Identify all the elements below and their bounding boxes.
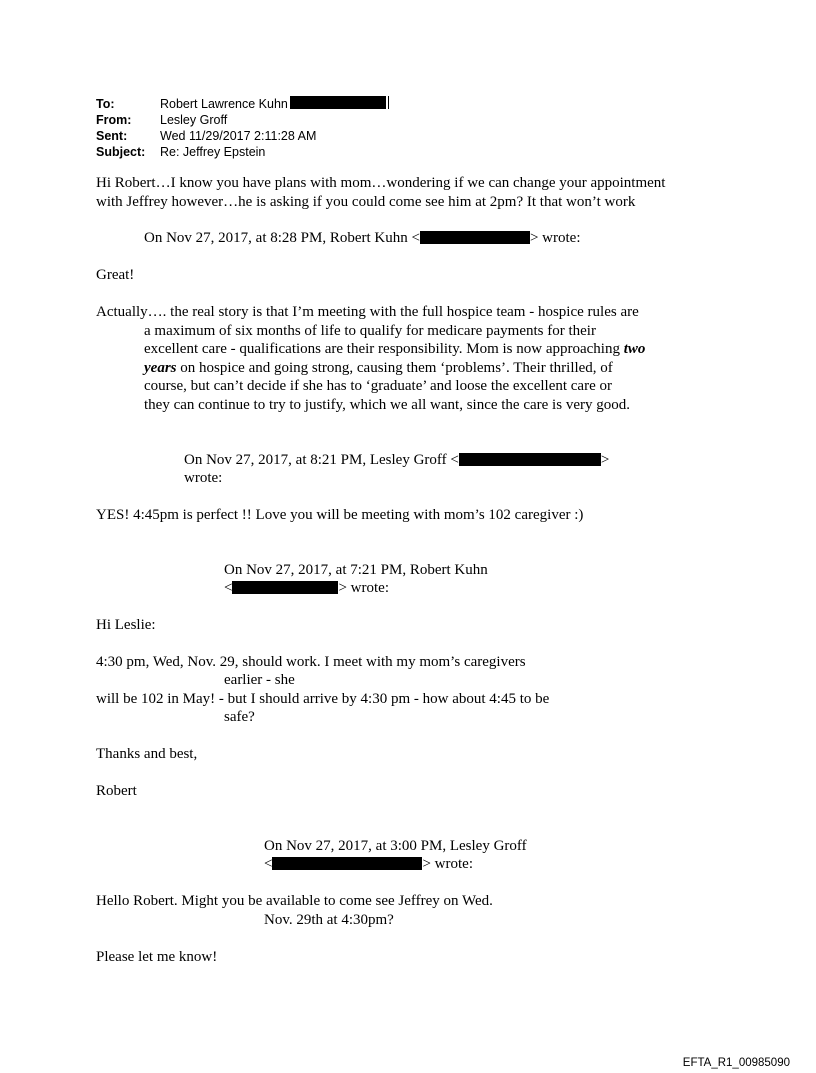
to-row	[96, 96, 389, 112]
quote1-line-3-text: excellent care - qualifications are their responsibility. Mom is now approaching	[144, 341, 624, 357]
quote3-line-4: safe?	[224, 709, 255, 725]
quote2-attribution-pre: On Nov 27, 2017, at 8:21 PM, Lesley Groff <	[184, 452, 459, 468]
quote3-line-2: earlier - she	[224, 672, 295, 688]
email-header	[96, 96, 389, 160]
quote3-closing: Thanks and best,	[96, 746, 198, 762]
redaction-bar	[272, 857, 422, 870]
from-label: From:	[96, 113, 132, 127]
quote1-line-3	[144, 340, 645, 359]
quote2-attribution-post: >	[600, 452, 610, 468]
quote1-line-2: a maximum of six months of life to qualify for medicare payments for their	[144, 323, 596, 339]
to-value: Robert Lawrence Kuhn	[160, 97, 288, 111]
quote1-attribution-pre: On Nov 27, 2017, at 8:28 PM, Robert Kuhn <	[144, 230, 420, 246]
quote1-line-6: they can continue to try to justify, which we all want, since the care is very good.	[144, 397, 630, 413]
quote2-attribution	[184, 451, 609, 470]
quote2-body: YES! 4:45pm is perfect !! Love you will be meeting with mom’s 102 caregiver :)	[96, 507, 584, 523]
quote3-line-3: will be 102 in May! - but I should arrive by 4:30 pm - how about 4:45 to be	[96, 691, 550, 707]
quote4-attribution-open: <	[264, 856, 273, 872]
subject-value: Re: Jeffrey Epstein	[160, 145, 266, 159]
quote3-greeting: Hi Leslie:	[96, 617, 156, 633]
quote4-attribution-close: > wrote:	[422, 856, 473, 872]
from-value: Lesley Groff	[160, 113, 228, 127]
quote4-attribution-line-2	[264, 855, 473, 874]
from-row	[96, 112, 389, 128]
sent-row	[96, 128, 389, 144]
quote1-line-4-text: on hospice and going strong, causing them ‘problems’. Their thrilled, of	[176, 360, 613, 376]
quote3-signature: Robert	[96, 783, 137, 799]
subject-row	[96, 144, 389, 160]
document-id: EFTA_R1_00985090	[682, 1057, 790, 1069]
redaction-bar	[420, 231, 530, 244]
to-label: To:	[96, 97, 115, 111]
quote1-line-4	[144, 359, 613, 378]
quote4-closing: Please let me know!	[96, 949, 218, 965]
intro-line-2: with Jeffrey however…he is asking if you could come see him at 2pm? It that won’t work	[96, 194, 636, 210]
quote4-line-1: Hello Robert. Might you be available to come see Jeffrey on Wed.	[96, 893, 493, 909]
quote1-line-1: Actually…. the real story is that I’m meeting with the full hospice team - hospice rules are	[96, 304, 639, 320]
quote2-attribution-line-2: wrote:	[184, 470, 223, 486]
quote3-attribution: On Nov 27, 2017, at 7:21 PM, Robert Kuhn	[224, 562, 488, 578]
quote1-attribution	[144, 229, 581, 248]
quote3-attribution-open: <	[224, 580, 233, 596]
quote1-emphasis-two: two	[623, 341, 646, 357]
quote4-line-2: Nov. 29th at 4:30pm?	[264, 912, 394, 928]
quote3-line-1: 4:30 pm, Wed, Nov. 29, should work. I meet with my mom’s caregivers	[96, 654, 526, 670]
quote1-greeting: Great!	[96, 267, 135, 283]
quote4-attribution: On Nov 27, 2017, at 3:00 PM, Lesley Groff	[264, 838, 527, 854]
redaction-bracket	[386, 96, 389, 109]
intro-line-1: Hi Robert…I know you have plans with mom…wondering if we can change your appointment	[96, 175, 666, 191]
quote1-line-5: course, but can’t decide if she has to ‘graduate’ and loose the excellent care or	[144, 378, 612, 394]
redaction-bar	[290, 96, 386, 109]
redaction-bar	[459, 453, 601, 466]
quote3-attribution-close: > wrote:	[338, 580, 389, 596]
quote1-emphasis-years: years	[144, 360, 177, 376]
quote3-attribution-line-2	[224, 579, 389, 598]
quote1-attribution-post: > wrote:	[529, 230, 581, 246]
sent-label: Sent:	[96, 129, 128, 143]
sent-value: Wed 11/29/2017 2:11:28 AM	[160, 129, 317, 143]
redaction-bar	[232, 581, 338, 594]
subject-label: Subject:	[96, 145, 146, 159]
